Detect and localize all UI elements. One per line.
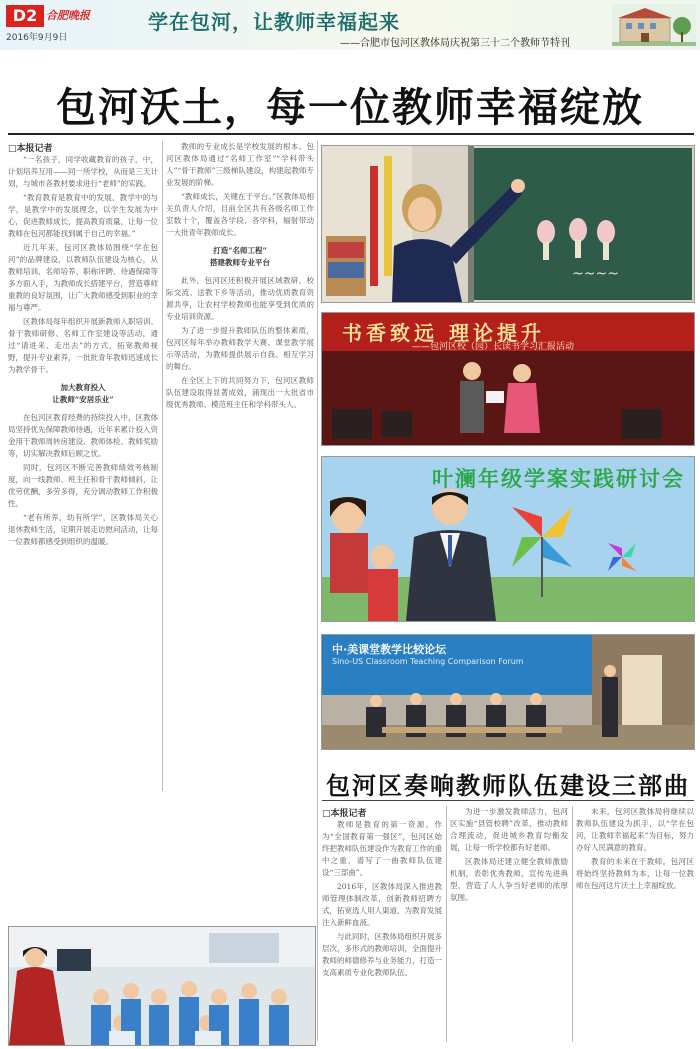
paragraph: “教育教育是教育中的发展，教学中的与学，是教学中的发展理念，以学生发展为中心，促进教师成长，提高教育质量，让每一位教师在包河都能找到属于自己的幸福。” bbox=[8, 193, 158, 238]
sub-article-column-3 bbox=[576, 806, 694, 1042]
main-headline: 包河沃土，每一位教师幸福绽放 bbox=[56, 84, 644, 131]
paragraph: 区教体局每年组织开展新教师入职培训、骨干教师研修、名师工作室建设等活动，通过“请进来、走出去”的方式，拓宽教师视野，提升专业素养，一批批青年教师迅速成长为教学骨干。 bbox=[8, 317, 158, 374]
article-column-1 bbox=[8, 141, 158, 796]
subheading: 打造“名师工程” 搭建教师专业平台 bbox=[210, 246, 270, 267]
paragraph: 近几年来，包河区教体局围绕“学在包河”的品牌建设，以教师队伍建设为核心，从教师培训、名师培养、职称评聘、待遇保障等多方面入手，为教师成长搭建平台，营造尊师重教的良好氛围，让广大教师感受到职业的幸福与尊严。 bbox=[8, 243, 158, 312]
column-divider bbox=[162, 141, 163, 791]
subheading: 加大教育投入 让教师“安居乐业” bbox=[52, 383, 114, 404]
reporter-byline: □本报记者 bbox=[322, 809, 367, 819]
seminar-banner-title: 叶澜年级学案实践研讨会 bbox=[432, 466, 685, 491]
forum-banner-title: 中·美课堂教学比较论坛 bbox=[332, 643, 447, 656]
reading-ceremony-photo bbox=[321, 312, 695, 446]
sub-article-column-2 bbox=[450, 806, 568, 1042]
header-date: 2016年9月9日 bbox=[6, 33, 68, 43]
newspaper-page-code: D2 bbox=[6, 5, 44, 27]
paragraph: 同时，包河区不断完善教师绩效考核制度，向一线教师、班主任和骨干教师倾斜，让优劳优酬，多劳多得，充分调动教师工作积极性。 bbox=[8, 463, 158, 508]
column-divider bbox=[317, 141, 318, 1041]
forum-panel-photo bbox=[321, 634, 695, 750]
paragraph: 教师的专业成长是学校发展的根本。包河区教体局通过“名师工作室”“学科带头人”“骨干教师”三级梯队建设，构建起教师专业发展的阶梯。 bbox=[166, 142, 314, 187]
paragraph: “老有所养，幼有所学”，区教体局关心退休教师生活，定期开展走访慰问活动，让每一位教师都感受到组织的温暖。 bbox=[8, 513, 158, 546]
article-column-2 bbox=[166, 141, 314, 796]
paragraph: 2016年，区教体局深入推进教师管理体制改革，创新教师招聘方式，拓宽选人用人渠道，为教育发展注入新鲜血液。 bbox=[322, 882, 442, 927]
paragraph: 未来，包河区教体局将继续以教师队伍建设为抓手，以“学在包河，让教师幸福起来”为目标，努力办好人民满意的教育。 bbox=[576, 807, 694, 852]
classroom-photo bbox=[8, 926, 316, 1046]
paragraph: 教育的未来在于教师。包河区将始终坚持教师为本，让每一位教师在包河这片沃土上幸福绽放。 bbox=[576, 857, 694, 890]
newspaper-logo: 合肥晚报 bbox=[46, 9, 90, 22]
reporter-byline: □本报记者 bbox=[8, 144, 53, 154]
paragraph: 在包河区教育经费的持续投入中，区教体局坚持优先保障教师待遇，近年来累计投入资金用于教师周转房建设、教师体检、教师奖励等，切实解决教师后顾之忧。 bbox=[8, 413, 158, 458]
sub-headline-rule bbox=[322, 800, 694, 801]
svg-text:~~~~: ~~~~ bbox=[572, 266, 619, 282]
column-divider bbox=[446, 806, 447, 1042]
banner-title: 书香致远 理论提升 bbox=[342, 321, 545, 345]
paragraph: 与此同时，区教体局组织开展多层次、多形式的教师培训，全面提升教师的师德修养与业务能力，打造一支高素质专业化教师队伍。 bbox=[322, 932, 442, 977]
seminar-photo bbox=[321, 456, 695, 622]
teacher-blackboard-photo bbox=[321, 145, 695, 303]
paragraph: “教师成长，关键在于平台。”区教体局相关负责人介绍，目前全区共有各级名师工作室数十个，覆盖各学段、各学科，辐射带动一大批青年教师成长。 bbox=[166, 192, 314, 237]
column-divider bbox=[572, 806, 573, 1042]
paragraph: 为了进一步提升教师队伍的整体素质，包河区每年举办教师教学大赛、课堂教学展示等活动，为教师提供展示自我、相互学习的舞台。 bbox=[166, 326, 314, 371]
forum-banner-subtitle: Sino-US Classroom Teaching Comparison Forum bbox=[332, 657, 524, 666]
school-building-illustration bbox=[612, 4, 696, 46]
header-slogan: 学在包河，让教师幸福起来 bbox=[148, 10, 400, 34]
paragraph: 区教体局还建立健全教师激励机制，表彰优秀教师，宣传先进典型，营造了人人争当好老师的浓厚氛围。 bbox=[450, 857, 568, 902]
paragraph: 为进一步激发教师活力，包河区实施“县管校聘”改革，推动教师合理流动，促进城乡教育均衡发展，让每一所学校都有好老师。 bbox=[450, 807, 568, 852]
banner-subtitle: ——包河区校（园）长读书学习汇报活动 bbox=[412, 342, 575, 352]
headline-rule bbox=[8, 133, 694, 135]
paragraph: 在全区上下的共同努力下，包河区教师队伍建设取得显著成效，涌现出一大批省市级优秀教师、模范班主任和学科带头人。 bbox=[166, 376, 314, 409]
paragraph: 教师是教育的第一资源。作为“全国教育第一强区”，包河区始终把教师队伍建设作为教育工作的重中之重，谱写了一曲教师队伍建设“三部曲”。 bbox=[322, 820, 442, 877]
header-sub-slogan: ——合肥市包河区教体局庆祝第三十二个教师节特刊 bbox=[340, 38, 570, 49]
sub-article-column-1 bbox=[322, 806, 442, 1042]
paragraph: “一名孩子，同学收藏教育的孩子，中，计划培养互用——同一所学校，从而是三天计划，与城市各教材要求进行“老师”的实践。 bbox=[8, 155, 158, 188]
sub-article-headline: 包河区奏响教师队伍建设三部曲 bbox=[326, 771, 690, 800]
paragraph: 此外，包河区还积极开展区域教研、校际交流、送教下乡等活动，推动优质教育资源共享，让农村学校教师也能享受到优质的专业培训资源。 bbox=[166, 276, 314, 321]
